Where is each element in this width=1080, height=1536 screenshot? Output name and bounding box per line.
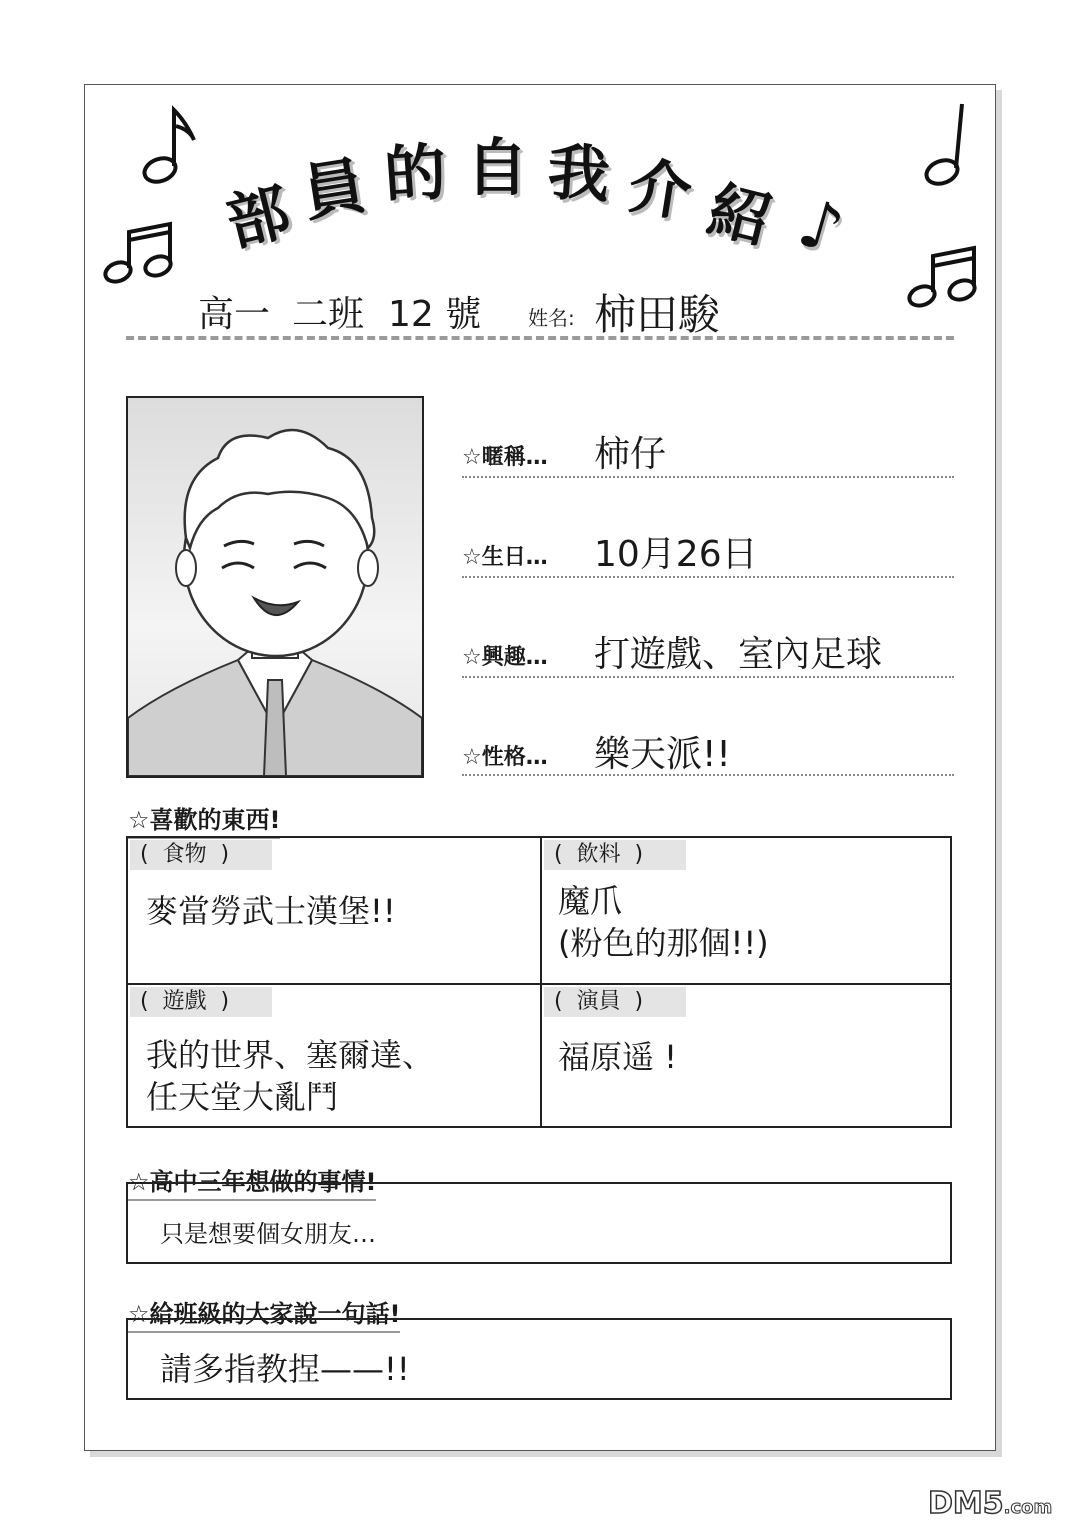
student-number: 12 號 — [388, 294, 482, 335]
favorites-grid — [126, 836, 952, 1128]
personality-value: 樂天派!! — [594, 734, 731, 775]
hobby-value: 打遊戲、室內足球 — [594, 634, 883, 675]
student-name: 柿田駿 — [594, 290, 721, 339]
favorites-title: ☆喜歡的東西! — [128, 800, 280, 839]
game-tag: ( 遊戲 ) — [130, 987, 272, 1017]
actor-value: 福原遥 ! — [558, 1038, 678, 1076]
nickname-label: ☆暱稱… — [462, 445, 548, 470]
title-char: 的 — [381, 134, 449, 213]
music-note-icon — [922, 96, 982, 192]
drink-value — [558, 880, 769, 964]
title-end-note: ♪ — [790, 183, 852, 270]
personality-underline — [462, 774, 954, 776]
title-char: 部 — [219, 174, 298, 261]
title-char: 自 — [466, 131, 529, 204]
drink-tag: ( 飲料 ) — [544, 840, 686, 870]
message-text: 請多指教捏——!! — [160, 1350, 410, 1388]
game-value — [146, 1034, 434, 1118]
drink-line: 魔爪 — [558, 882, 623, 920]
food-tag: ( 食物 ) — [130, 840, 272, 870]
music-note-icon — [140, 100, 200, 190]
game-line: 任天堂大亂鬥 — [146, 1078, 339, 1116]
grid-vertical-divider — [540, 838, 542, 1126]
nickname-value: 柿仔 — [594, 434, 667, 475]
birthday-label: ☆生日… — [462, 545, 548, 570]
watermark-brand: DM5 — [928, 1486, 1004, 1521]
hobby-label: ☆興趣… — [462, 645, 548, 670]
wish-title: ☆高中三年想做的事情! — [128, 1162, 376, 1201]
title-char: 員 — [297, 148, 371, 231]
grade-text: 高一 — [198, 294, 271, 335]
food-value: 麥當勞武士漢堡!! — [146, 892, 396, 930]
title-char: 紹 — [700, 172, 779, 259]
message-title: ☆給班級的大家說一句話! — [128, 1294, 400, 1333]
class-text: 二班 — [292, 294, 365, 335]
message-box — [126, 1318, 952, 1400]
hobby-underline — [462, 676, 954, 678]
actor-tag: ( 演員 ) — [544, 987, 686, 1017]
wish-box — [126, 1182, 952, 1264]
title-char: 介 — [623, 148, 697, 231]
beamed-notes-icon — [904, 244, 984, 314]
drink-line: (粉色的那個!!) — [558, 924, 769, 962]
grid-horizontal-divider — [128, 983, 950, 985]
game-line: 我的世界、塞爾達、 — [146, 1036, 435, 1074]
birthday-underline — [462, 576, 954, 578]
student-portrait — [126, 396, 424, 778]
header-divider — [126, 336, 954, 340]
site-watermark — [928, 1486, 1052, 1521]
nickname-underline — [462, 476, 954, 478]
beamed-notes-icon — [100, 220, 180, 290]
watermark-suffix: .com — [1003, 1497, 1053, 1518]
name-label: 姓名: — [528, 306, 575, 330]
title-char: 我 — [545, 134, 613, 213]
birthday-value: 10月26日 — [594, 534, 758, 575]
personality-label: ☆性格… — [462, 745, 548, 770]
wish-text: 只是想要個女朋友… — [160, 1220, 376, 1248]
